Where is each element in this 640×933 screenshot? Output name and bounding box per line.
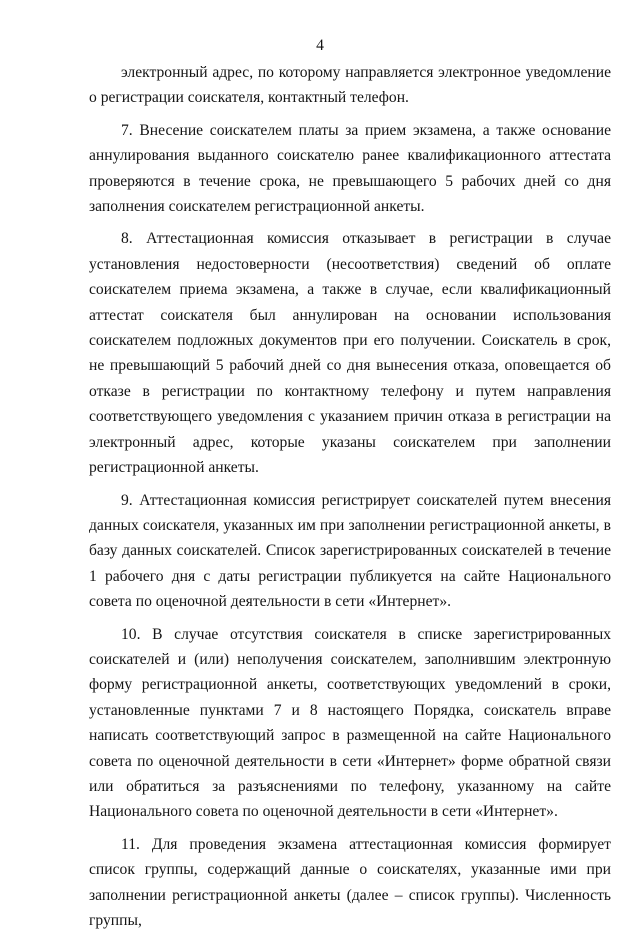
page-number: 4: [316, 37, 324, 54]
paragraph-9: 9. Аттестационная комиссия регистрирует соискателей путем внесения данных соискателя, указанных им при заполнении регистрационной анкеты, в базу данных соискателей. Список зарегистрированных соискателей в течение 1 рабочего дня с даты регистрации публикуется на сайте Национального совета по оценочной деятельности в сети «Интернет».: [89, 491, 611, 611]
paragraph-8: 8. Аттестационная комиссия отказывает в регистрации в случае установления недостоверности (несоответствия) сведений об оплате соискателем приема экзамена, а также в случае, если квалификационный аттестат соискателя был аннулирован на основании использования соискателем подложных документов при его получении. Соискатель в срок, не превышающий 5 рабочий дней со дня вынесения отказа, оповещается об отказе в регистрации по контактному телефону и путем направления соответствующего уведомления с указанием причин отказа в регистрации на электронный адрес, которые указаны соискателем при заполнении регистрационной анкеты.: [89, 230, 611, 477]
paragraph-7: 7. Внесение соискателем платы за прием экзамена, а также основание аннулирования выданного соискателю ранее квалификационного аттестата проверяются в течение срока, не превышающего 5 рабочих дней со дня заполнения соискателем регистрационной анкеты.: [89, 121, 611, 216]
document-body: [89, 60, 611, 933]
paragraph-6-continuation: электронный адрес, по которому направляется электронное уведомление о регистрации соискателя, контактный телефон.: [89, 64, 611, 107]
paragraph-11: 11. Для проведения экзамена аттестационная комиссия формирует список группы, содержащий данные о соискателях, указанные ими при заполнении регистрационной анкеты (далее – список группы). Численность группы,: [89, 835, 611, 929]
paragraph-10: 10. В случае отсутствия соискателя в списке зарегистрированных соискателей и (или) неполучения соискателем, заполнившим электронную форму регистрационной анкеты, соответствующих уведомлений в сроки, установленные пунктами 7 и 8 настоящего Порядка, соискатель вправе написать соответствующий запрос в размещенной на сайте Национального совета по оценочной деятельности в сети «Интернет» форме обратной связи или обратиться за разъяснениями по телефону, указанному на сайте Национального совета по оценочной деятельности в сети «Интернет».: [89, 625, 611, 821]
